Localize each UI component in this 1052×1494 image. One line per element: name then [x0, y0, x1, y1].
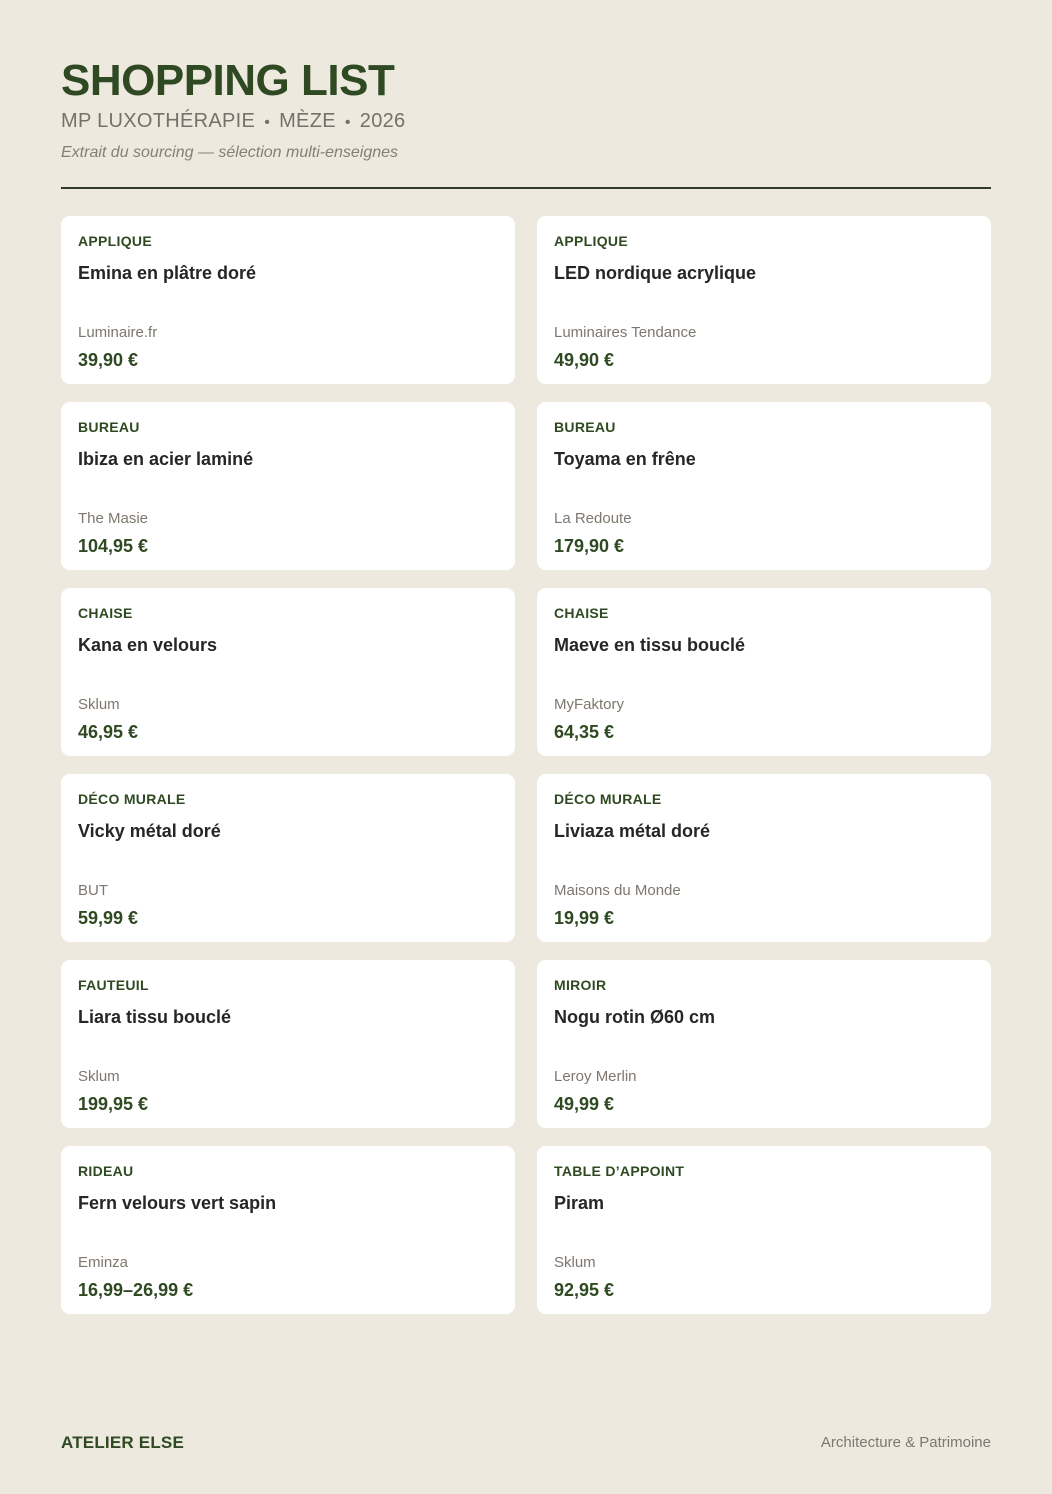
product-name: Fern velours vert sapin [78, 1193, 277, 1213]
subtitle-separator: • [264, 114, 271, 131]
product-category: FAUTEUIL [78, 977, 149, 993]
product-name: LED nordique acrylique [554, 263, 757, 283]
product-card[interactable] [537, 774, 991, 942]
product-card[interactable] [537, 960, 991, 1128]
product-category: CHAISE [78, 605, 133, 621]
product-name: Ibiza en acier laminé [78, 449, 254, 469]
product-card[interactable] [537, 216, 991, 384]
product-price: 39,90 € [78, 350, 139, 370]
product-category: CHAISE [554, 605, 609, 621]
product-name: Piram [554, 1193, 605, 1213]
product-store: Sklum [78, 696, 120, 713]
product-card[interactable] [537, 588, 991, 756]
product-name: Emina en plâtre doré [78, 263, 257, 283]
product-name: Maeve en tissu bouclé [554, 635, 746, 655]
product-card[interactable] [537, 1146, 991, 1314]
year: 2026 [359, 110, 406, 132]
product-store: BUT [78, 882, 108, 899]
product-price: 92,95 € [554, 1280, 615, 1300]
product-store: Leroy Merlin [554, 1068, 637, 1085]
product-store: Luminaire.fr [78, 324, 158, 341]
product-price: 19,99 € [554, 908, 615, 928]
product-price: 199,95 € [78, 1094, 149, 1114]
product-category: BUREAU [554, 419, 616, 435]
product-store: La Redoute [554, 510, 632, 527]
subtitle-separator: • [344, 114, 351, 131]
product-name: Kana en velours [78, 635, 218, 655]
product-price: 49,90 € [554, 350, 615, 370]
page-tagline: Extrait du sourcing — sélection multi-enseignes [61, 144, 399, 161]
product-category: TABLE D’APPOINT [554, 1163, 685, 1179]
page-subtitle [61, 109, 405, 135]
product-price: 49,99 € [554, 1094, 615, 1114]
product-store: Sklum [78, 1068, 120, 1085]
product-name: Toyama en frêne [554, 449, 696, 469]
product-store: Sklum [554, 1254, 596, 1271]
product-name: Liara tissu bouclé [78, 1007, 232, 1027]
product-category: DÉCO MURALE [554, 791, 662, 807]
product-card[interactable] [61, 588, 515, 756]
product-price: 104,95 € [78, 536, 149, 556]
product-name: Nogu rotin Ø60 cm [554, 1007, 716, 1027]
product-store: Eminza [78, 1254, 129, 1271]
product-category: RIDEAU [78, 1163, 134, 1179]
header-divider [61, 187, 991, 189]
product-category: APPLIQUE [78, 233, 152, 249]
footer-brand: ATELIER ELSE [61, 1433, 184, 1452]
product-card[interactable] [537, 402, 991, 570]
client-name: MP LUXOTHÉRAPIE [61, 110, 256, 132]
product-category: BUREAU [78, 419, 140, 435]
product-category: DÉCO MURALE [78, 791, 186, 807]
product-store: The Masie [78, 510, 149, 527]
product-price: 179,90 € [554, 536, 625, 556]
product-card[interactable] [61, 216, 515, 384]
product-category: MIROIR [554, 977, 607, 993]
product-card[interactable] [61, 1146, 515, 1314]
product-name: Liviaza métal doré [554, 821, 711, 841]
product-price: 16,99–26,99 € [78, 1280, 194, 1300]
product-price: 59,99 € [78, 908, 139, 928]
product-card[interactable] [61, 960, 515, 1128]
product-grid [61, 216, 991, 1314]
product-name: Vicky métal doré [78, 821, 221, 841]
product-card[interactable] [61, 402, 515, 570]
product-store: Luminaires Tendance [554, 324, 697, 341]
product-category: APPLIQUE [554, 233, 628, 249]
footer-tagline: Architecture & Patrimoine [820, 1434, 991, 1451]
city-name: MÈZE [279, 110, 336, 132]
product-price: 46,95 € [78, 722, 139, 742]
product-card[interactable] [61, 774, 515, 942]
product-store: Maisons du Monde [554, 882, 681, 899]
product-store: MyFaktory [554, 696, 625, 713]
page-title: SHOPPING LIST [61, 56, 395, 105]
product-price: 64,35 € [554, 722, 615, 742]
